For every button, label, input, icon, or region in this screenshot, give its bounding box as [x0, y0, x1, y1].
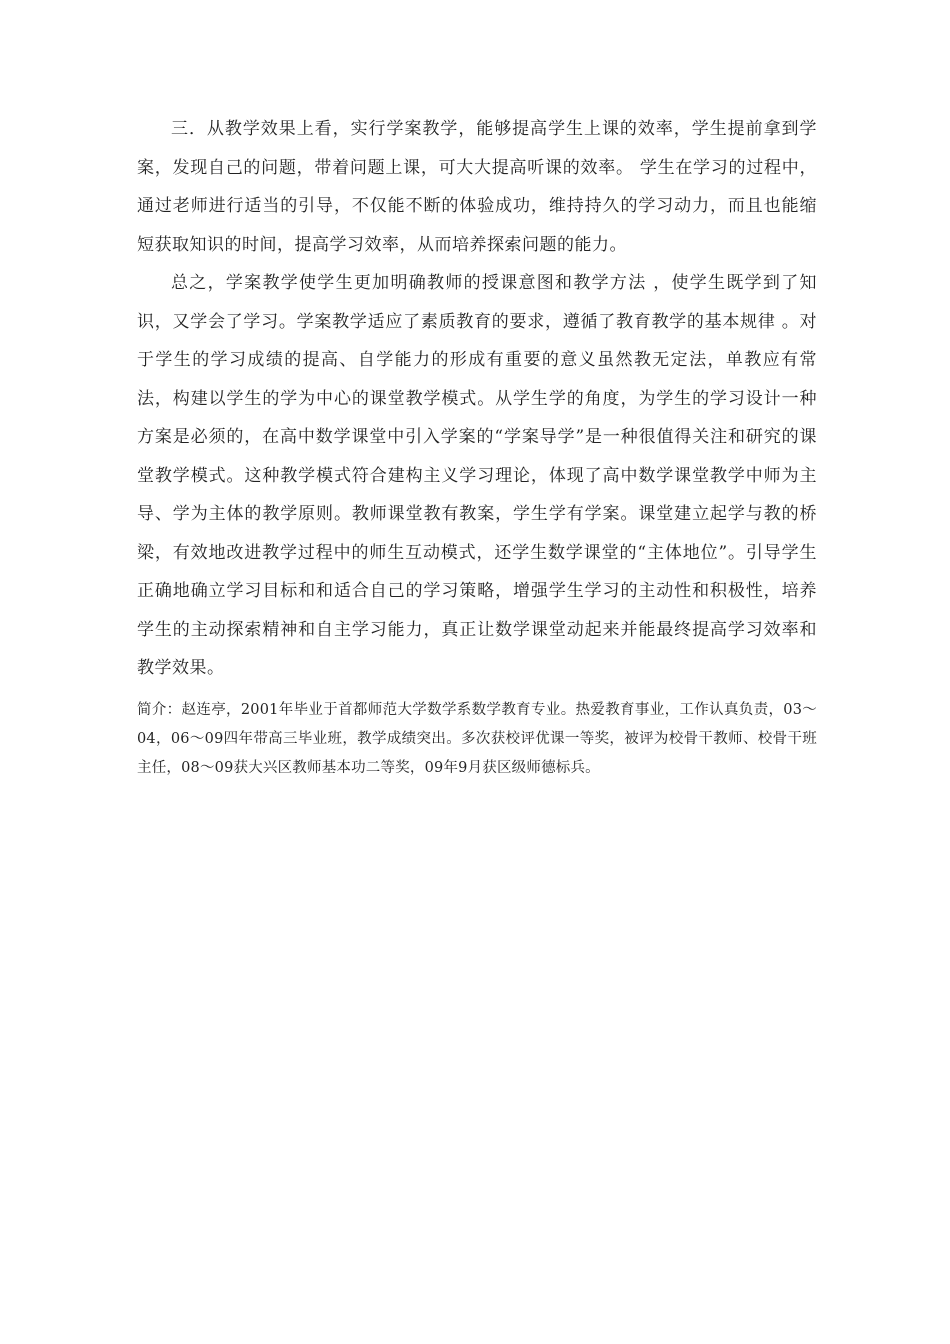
paragraph-conclusion: 总之，学案教学使学生更加明确教师的授课意图和教学方法 ，使学生既学到了知识，又学会了学习。学案教学适应了素质教育的要求，遵循了教育教学的基本规律 。对于学生的学习成绩的提高、自学能力的形成有重要的意义虽然教无定法，单教应有常法，构建以学生的学为中心的课堂教学模式。从学生学的角度，为学生的学习设计一种方案是必须的，在高中数学课堂中引入学案的“学案导学”是一种很值得关注和研究的课堂教学模式。这种教学模式符合建构主义学习理论，体现了高中数学课堂教学中师为主导、学为主体的教学原则。教师课堂教有教案，学生学有学案。课堂建立起学与教的桥梁，有效地改进教学过程中的师生互动模式，还学生数学课堂的“主体地位”。引导学生正确地确立学习目标和和适合自己的学习策略，增强学生学习的主动性和积极性，培养学生的主动探索精神和自主学习能力，真正让数学课堂动起来并能最终提高学习效率和教学效果。 — [137, 273, 817, 678]
document-body — [137, 110, 817, 783]
author-bio: 简介：赵连亭，2001年毕业于首都师范大学数学系数学教育专业。热爱教育事业，工作认真负责，03～04，06～09四年带高三毕业班，教学成绩突出。多次获校评优课一等奖，被评为校骨干教师、校骨干班主任，08～09获大兴区教师基本功二等奖，09年9月获区级师德标兵。 — [137, 701, 817, 776]
paragraph-teaching-effect: 三．从教学效果上看，实行学案教学，能够提高学生上课的效率，学生提前拿到学案，发现自己的问题，带着问题上课，可大大提高听课的效率。 学生在学习的过程中，通过老师进行适当的引导，不仅能不断的体验成功，维持持久的学习动力，而且也能缩短获取知识的时间，提高学习效率，从而培养探索问题的能力。 — [137, 119, 817, 255]
